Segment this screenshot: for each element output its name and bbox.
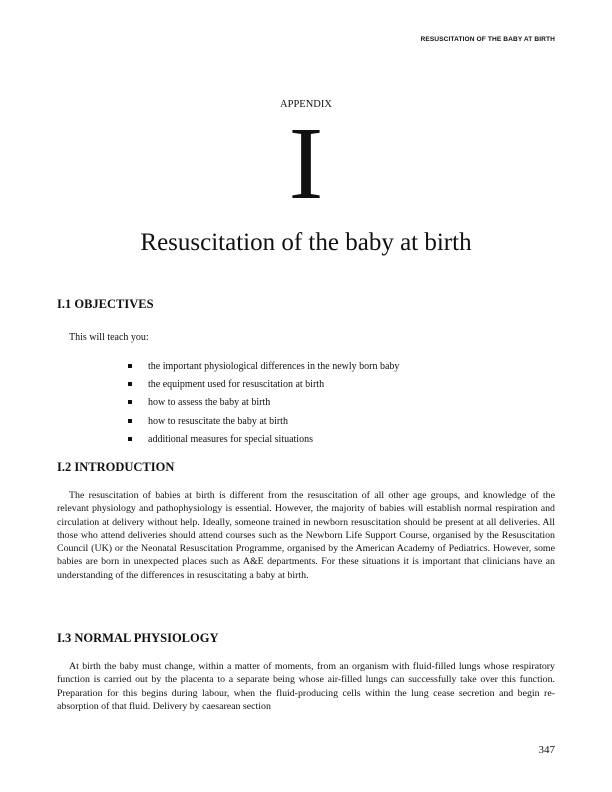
list-item-text: how to assess the baby at birth [148,397,271,409]
physiology-heading: I.3 NORMAL PHYSIOLOGY [57,631,219,645]
page-number: 347 [538,744,555,756]
bullet-icon [128,382,132,386]
list-item [128,433,399,451]
bullet-icon [128,364,132,368]
objectives-list [128,360,399,451]
objectives-heading: I.1 OBJECTIVES [57,297,154,311]
list-item [128,415,399,433]
list-item [128,360,399,378]
objectives-intro: This will teach you: [69,332,149,343]
list-item-text: the important physiological differences in the newly born baby [148,361,400,372]
list-item [128,396,399,414]
list-item-text: additional measures for special situations [148,433,313,445]
bullet-icon [128,400,132,404]
introduction-paragraph: The resuscitation of babies at birth is different from the resuscitation of all other age groups, and knowledge of the relevant physiology and pathophysiology is essential. However, the majority of babies will establish normal respiration and circulation at delivery without help. Ideally, someone trained in newborn resuscitation should be present at all deliveries. All those who attend deliveries should attend courses such as the Newborn Life Support Course, organised by the Resuscitation Council (UK) or the Neonatal Resuscitation Programme, organised by the American Academy of Pediatrics. However, some babies are born in unexpected places such as A&E departments. For these situations it is important that clinicians have an understanding of the differences in resuscitating a baby at birth. [57,490,555,581]
introduction-heading: I.2 INTRODUCTION [57,460,175,474]
appendix-label: APPENDIX [280,99,332,110]
running-head: RESUSCITATION OF THE BABY AT BIRTH [420,36,555,43]
list-item-text: how to resuscitate the baby at birth [148,415,288,427]
list-item [128,378,399,396]
physiology-paragraph: At birth the baby must change, within a matter of moments, from an organism with fluid-filled lungs whose respiratory function is carried out by the placenta to a separate being whose air-filled lungs can successfully take over this function. Preparation for this begins during labour, when the fluid-producing cells within the lung cease secretion and begin re-absorption of that fluid. Delivery by caesarean section [57,661,555,712]
chapter-title: Resuscitation of the baby at birth [140,229,472,256]
appendix-letter: I [288,106,324,221]
list-item-text: the equipment used for resuscitation at birth [148,379,325,391]
bullet-icon [128,419,132,423]
bullet-icon [128,437,132,441]
